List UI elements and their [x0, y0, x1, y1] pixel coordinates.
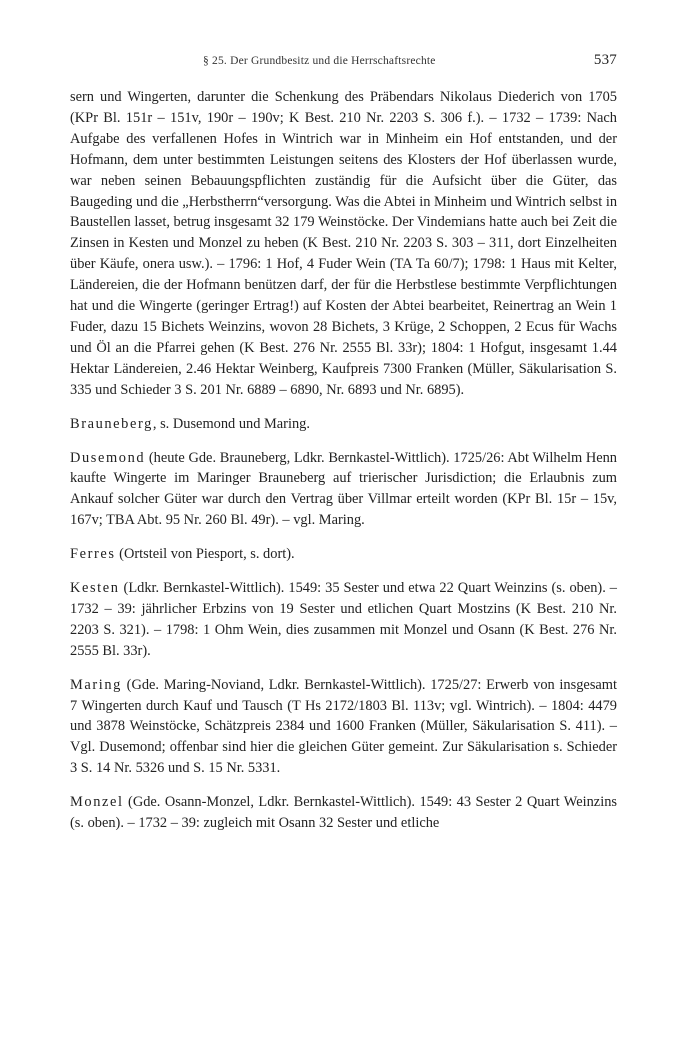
entry-paragraph-brauneberg	[70, 414, 617, 435]
document-page	[70, 0, 617, 1048]
entry-paragraph-continuation	[70, 87, 617, 401]
entry-text: (Ortsteil von Piesport, s. dort).	[115, 546, 295, 563]
page-body	[70, 87, 617, 847]
entry-text: (heute Gde. Brauneberg, Ldkr. Bernkastel-Wittlich). 1725/26: Abt Wilhelm Henn kaufte Wingerte im Maringer Brauneberg auf trierischer Jurisdiction; die Erlaubnis zum Ankauf solcher Güter war durch den Vertrag über Villmar erteilt worden (KPr Bl. 15r – 15v, 167v; TBA Abt. 95 Nr. 260 Bl. 49r). – vgl. Maring.	[70, 449, 617, 529]
place-lemma: Brauneberg	[70, 415, 153, 432]
entry-paragraph-dusemond	[70, 448, 617, 532]
entry-text: sern und Wingerten, darunter die Schenkung des Präbendars Nikolaus Diederich von 1705 (KPr Bl. 151r – 151v, 190r – 190v; K Best. 210 Nr. 2203 S. 306 f.). – 1732 – 1739: Nach Aufgabe des verfallenen Hofes in Wintrich war in Minheim ein Hof entstanden, und der Hofmann, dem unter bestimmten Leistungen seitens des Klosters der Hof überlassen wurde, war neben seinen Bebauungspflichten zuständig für die Aufsicht über die Güter, das Baugeding und die „Herbstherrn“versorgung. Was die Abtei in Minheim und Wintrich selbst in Baustellen lasset, betrug insgesamt 32 179 Weinstöcke. Der Vindemians hatte auch bei Zeit die Zinsen in Kesten und Monzel zu heben (K Best. 210 Nr. 2203 S. 303 – 311, dort Einzelheiten über Käufe, onera usw.). – 1796: 1 Hof, 4 Fuder Wein (TA Ta 60/7); 1798: 1 Haus mit Kelter, Ländereien, die der Hofmann benützen darf, der für die Herbstlese bestimmte Verpflichtungen hat und die Wingerte (geringer Ertrag!) auf Kosten der Abtei bearbeitet, Reinertrag an Wein 1 Fuder, dazu 15 Bichets Weinzins, wovon 28 Bichets, 3 Krüge, 2 Schoppen, 2 Ecus für Wachs und Öl an die Pfarrei gehen (K Best. 276 Nr. 2555 Bl. 33r); 1804: 1 Hofgut, insgesamt 1.44 Hektar Ländereien, 2.46 Hektar Weinberg, Kaufpreis 7300 Franken (Müller, Säkularisation S. 335 und Schieder 3 S. 201 Nr. 6889 – 6890, Nr. 6893 und Nr. 6895).	[70, 89, 618, 398]
entry-text: , s. Dusemond und Maring.	[152, 415, 310, 432]
place-lemma: Maring	[70, 676, 122, 693]
place-lemma: Monzel	[70, 794, 124, 811]
page-header	[70, 52, 617, 72]
entry-paragraph-maring	[70, 675, 617, 780]
entry-text: (Gde. Osann-Monzel, Ldkr. Bernkastel-Wittlich). 1549: 43 Sester 2 Quart Weinzins (s. oben). – 1732 – 39: zugleich mit Osann 32 Sester und etliche	[70, 794, 617, 832]
place-lemma: Dusemond	[70, 449, 146, 466]
entry-paragraph-monzel	[70, 792, 617, 834]
place-lemma: Kesten	[70, 580, 120, 597]
entry-text: (Gde. Maring-Noviand, Ldkr. Bernkastel-Wittlich). 1725/27: Erwerb von insgesamt 7 Wingerten durch Kauf und Tausch (T Hs 2172/1803 Bl. 113v; vgl. Wintrich). – 1804: 4479 und 3878 Weinstöcke, Schätzpreis 2384 und 1600 Franken (Müller, Säkularisation S. 411). – Vgl. Dusemond; offenbar sind hier die gleichen Güter gemeint. Zur Säkularisation s. Schieder 3 S. 14 Nr. 5326 und S. 15 Nr. 5331.	[70, 676, 617, 777]
page-number: 537	[593, 52, 617, 68]
place-lemma: Ferres	[70, 546, 116, 563]
entry-paragraph-ferres	[70, 544, 617, 565]
entry-text: (Ldkr. Bernkastel-Wittlich). 1549: 35 Sester und etwa 22 Quart Weinzins (s. oben). – 1732 – 39: jährlicher Erbzins von 19 Sester und etlichen Quart Mostzins (K Best. 210 Nr. 2203 S. 321). – 1798: 1 Ohm Wein, dies zusammen mit Monzel und Osann (K Best. 276 Nr. 2555 Bl. 33r).	[70, 580, 617, 659]
entry-paragraph-kesten	[70, 578, 617, 662]
running-head: § 25. Der Grundbesitz und die Herrschaftsrechte	[203, 55, 436, 67]
